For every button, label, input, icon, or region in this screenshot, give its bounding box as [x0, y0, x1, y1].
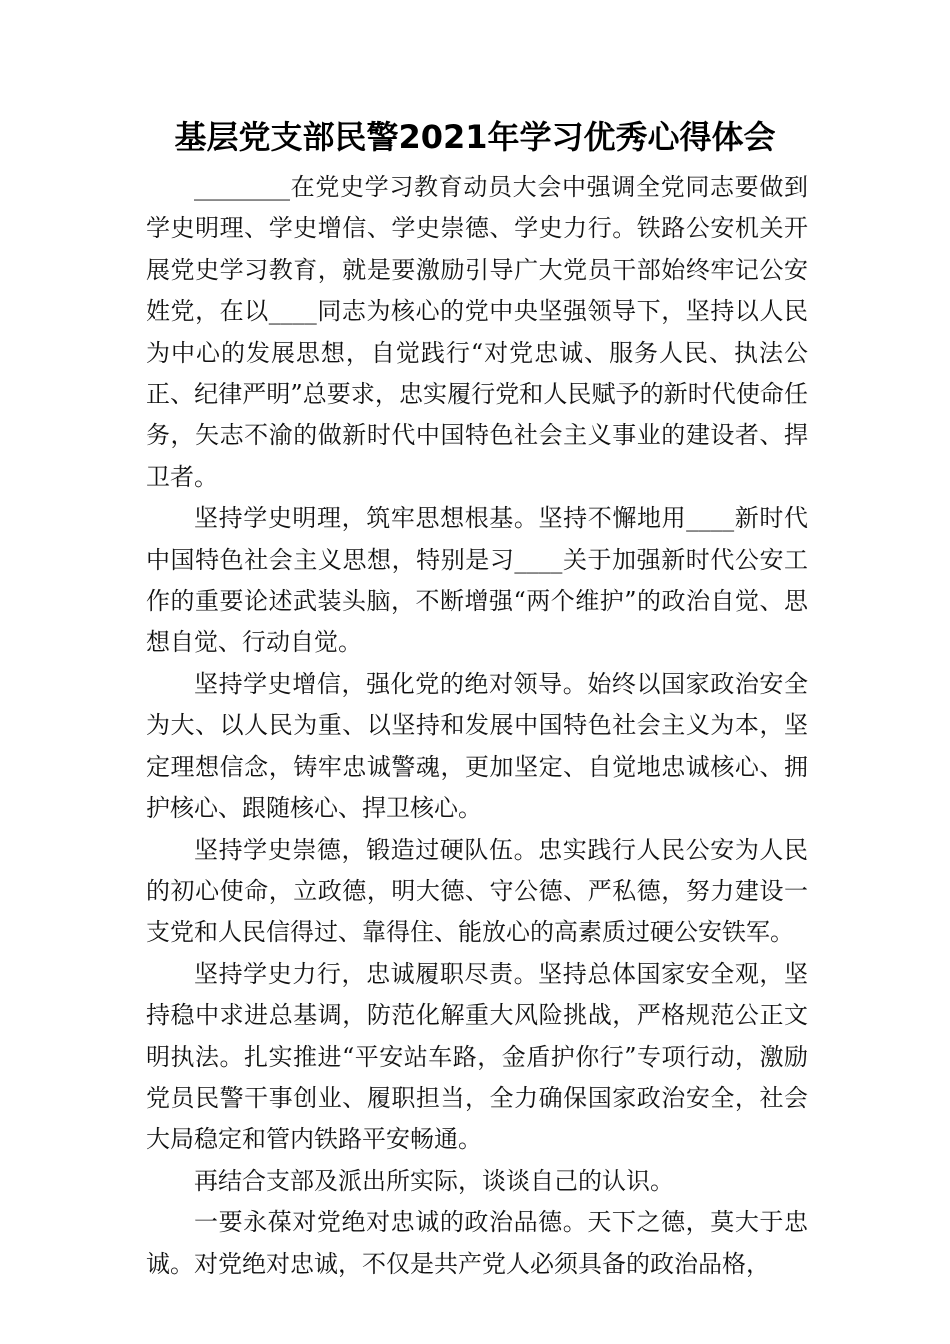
paragraph: ________在党史学习教育动员大会中强调全党同志要做到学史明理、学史增信、学史崇德、学史力行。铁路公安机关开展党史学习教育，就是要激励引导广大党员干部始终牢记公安姓党，在以____同志为核心的党中央坚强领导下，坚持以人民为中心的发展思想，自觉践行“对党忠诚、服务人民、执法公正、纪律严明”总要求，忠实履行党和人民赋予的新时代使命任务，矢志不渝的做新时代中国特色社会主义事业的建设者、捍卫者。: [146, 173, 808, 491]
paragraph: 再结合支部及派出所实际，谈谈自己的认识。: [194, 1166, 674, 1195]
paragraph: 坚持学史增信，强化党的绝对领导。始终以国家政治安全为大、以人民为重、以坚持和发展中国特色社会主义为本，坚定理想信念，铸牢忠诚警魂，更加坚定、自觉地忠诚核心、拥护核心、跟随核心、捍卫核心。: [146, 669, 808, 823]
document-body: [146, 167, 808, 1285]
document-title: 基层党支部民警2021年学习优秀心得体会: [174, 118, 776, 156]
paragraph: 一要永葆对党绝对忠诚的政治品德。天下之德，莫大于忠诚。对党绝对忠诚，不仅是共产党人必须具备的政治品格，: [146, 1208, 808, 1278]
paragraph: 坚持学史明理，筑牢思想根基。坚持不懈地用____新时代中国特色社会主义思想，特别是习____关于加强新时代公安工作的重要论述武装头脑，不断增强“两个维护”的政治自觉、思想自觉、行动自觉。: [146, 504, 808, 657]
paragraph: 坚持学史崇德，锻造过硬队伍。忠实践行人民公安为人民的初心使命，立政德，明大德、守公德、严私德，努力建设一支党和人民信得过、靠得住、能放心的高素质过硬公安铁军。: [146, 835, 808, 947]
paragraph: 坚持学史力行，忠诚履职尽责。坚持总体国家安全观，坚持稳中求进总基调，防范化解重大风险挑战，严格规范公正文明执法。扎实推进“平安站车路，金盾护你行”专项行动，激励党员民警干事创业、履职担当，全力确保国家政治安全，社会大局稳定和管内铁路平安畅通。: [146, 959, 808, 1154]
